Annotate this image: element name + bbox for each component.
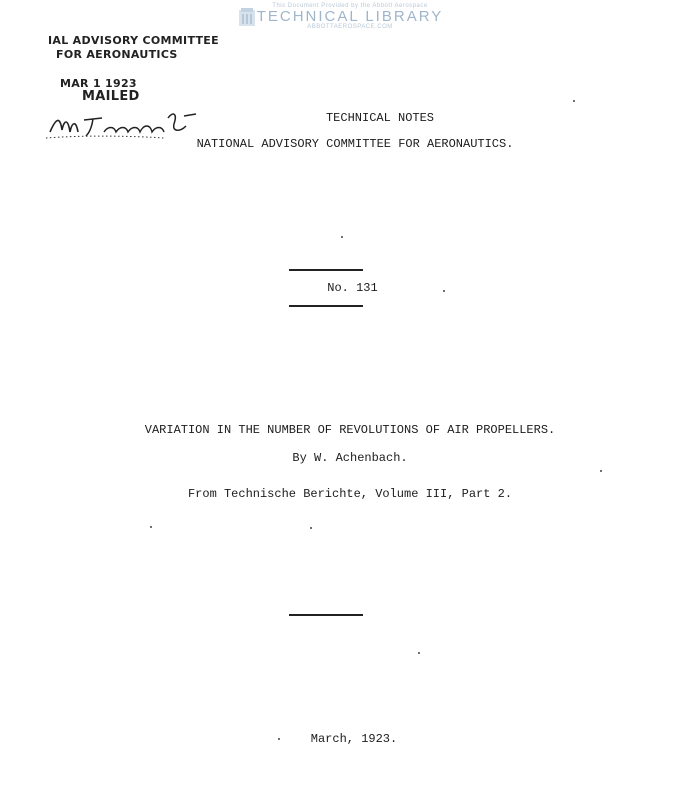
document-title: VARIATION IN THE NUMBER OF REVOLUTIONS OF AIR PROPELLERS. xyxy=(144,423,556,437)
divider-top xyxy=(289,269,363,271)
scan-speck xyxy=(573,100,575,102)
stamp-committee-line: IAL ADVISORY COMMITTEE xyxy=(48,34,219,47)
watermark-title: TECHNICAL LIBRARY xyxy=(256,8,444,25)
watermark-top-text: This Document Provided by the Abbott Aerospace xyxy=(272,3,428,9)
watermark-url: ABBOTTAEROSPACE.COM xyxy=(307,24,393,30)
divider-bottom xyxy=(289,305,363,307)
scan-speck xyxy=(418,652,420,654)
author-line: By W. Achenbach. xyxy=(292,451,408,465)
stamp-aeronautics-line: FOR AERONAUTICS xyxy=(56,48,178,61)
series-heading: TECHNICAL NOTES xyxy=(325,111,435,125)
scan-speck xyxy=(278,738,280,740)
scan-speck xyxy=(150,526,152,528)
stamp-mailed: MAILED xyxy=(82,89,140,104)
source-line: From Technische Berichte, Volume III, Part 2. xyxy=(187,487,513,501)
divider-lower xyxy=(289,614,363,616)
publication-date: March, 1923. xyxy=(310,732,398,746)
organization-heading: NATIONAL ADVISORY COMMITTEE FOR AERONAUTICS. xyxy=(196,137,514,151)
scan-speck xyxy=(341,236,343,238)
note-number: No. 131 xyxy=(327,281,378,295)
scan-speck xyxy=(443,290,445,292)
stamp-date: MAR 1 1923 xyxy=(60,77,137,90)
scan-speck xyxy=(310,527,312,529)
scan-speck xyxy=(600,470,602,472)
